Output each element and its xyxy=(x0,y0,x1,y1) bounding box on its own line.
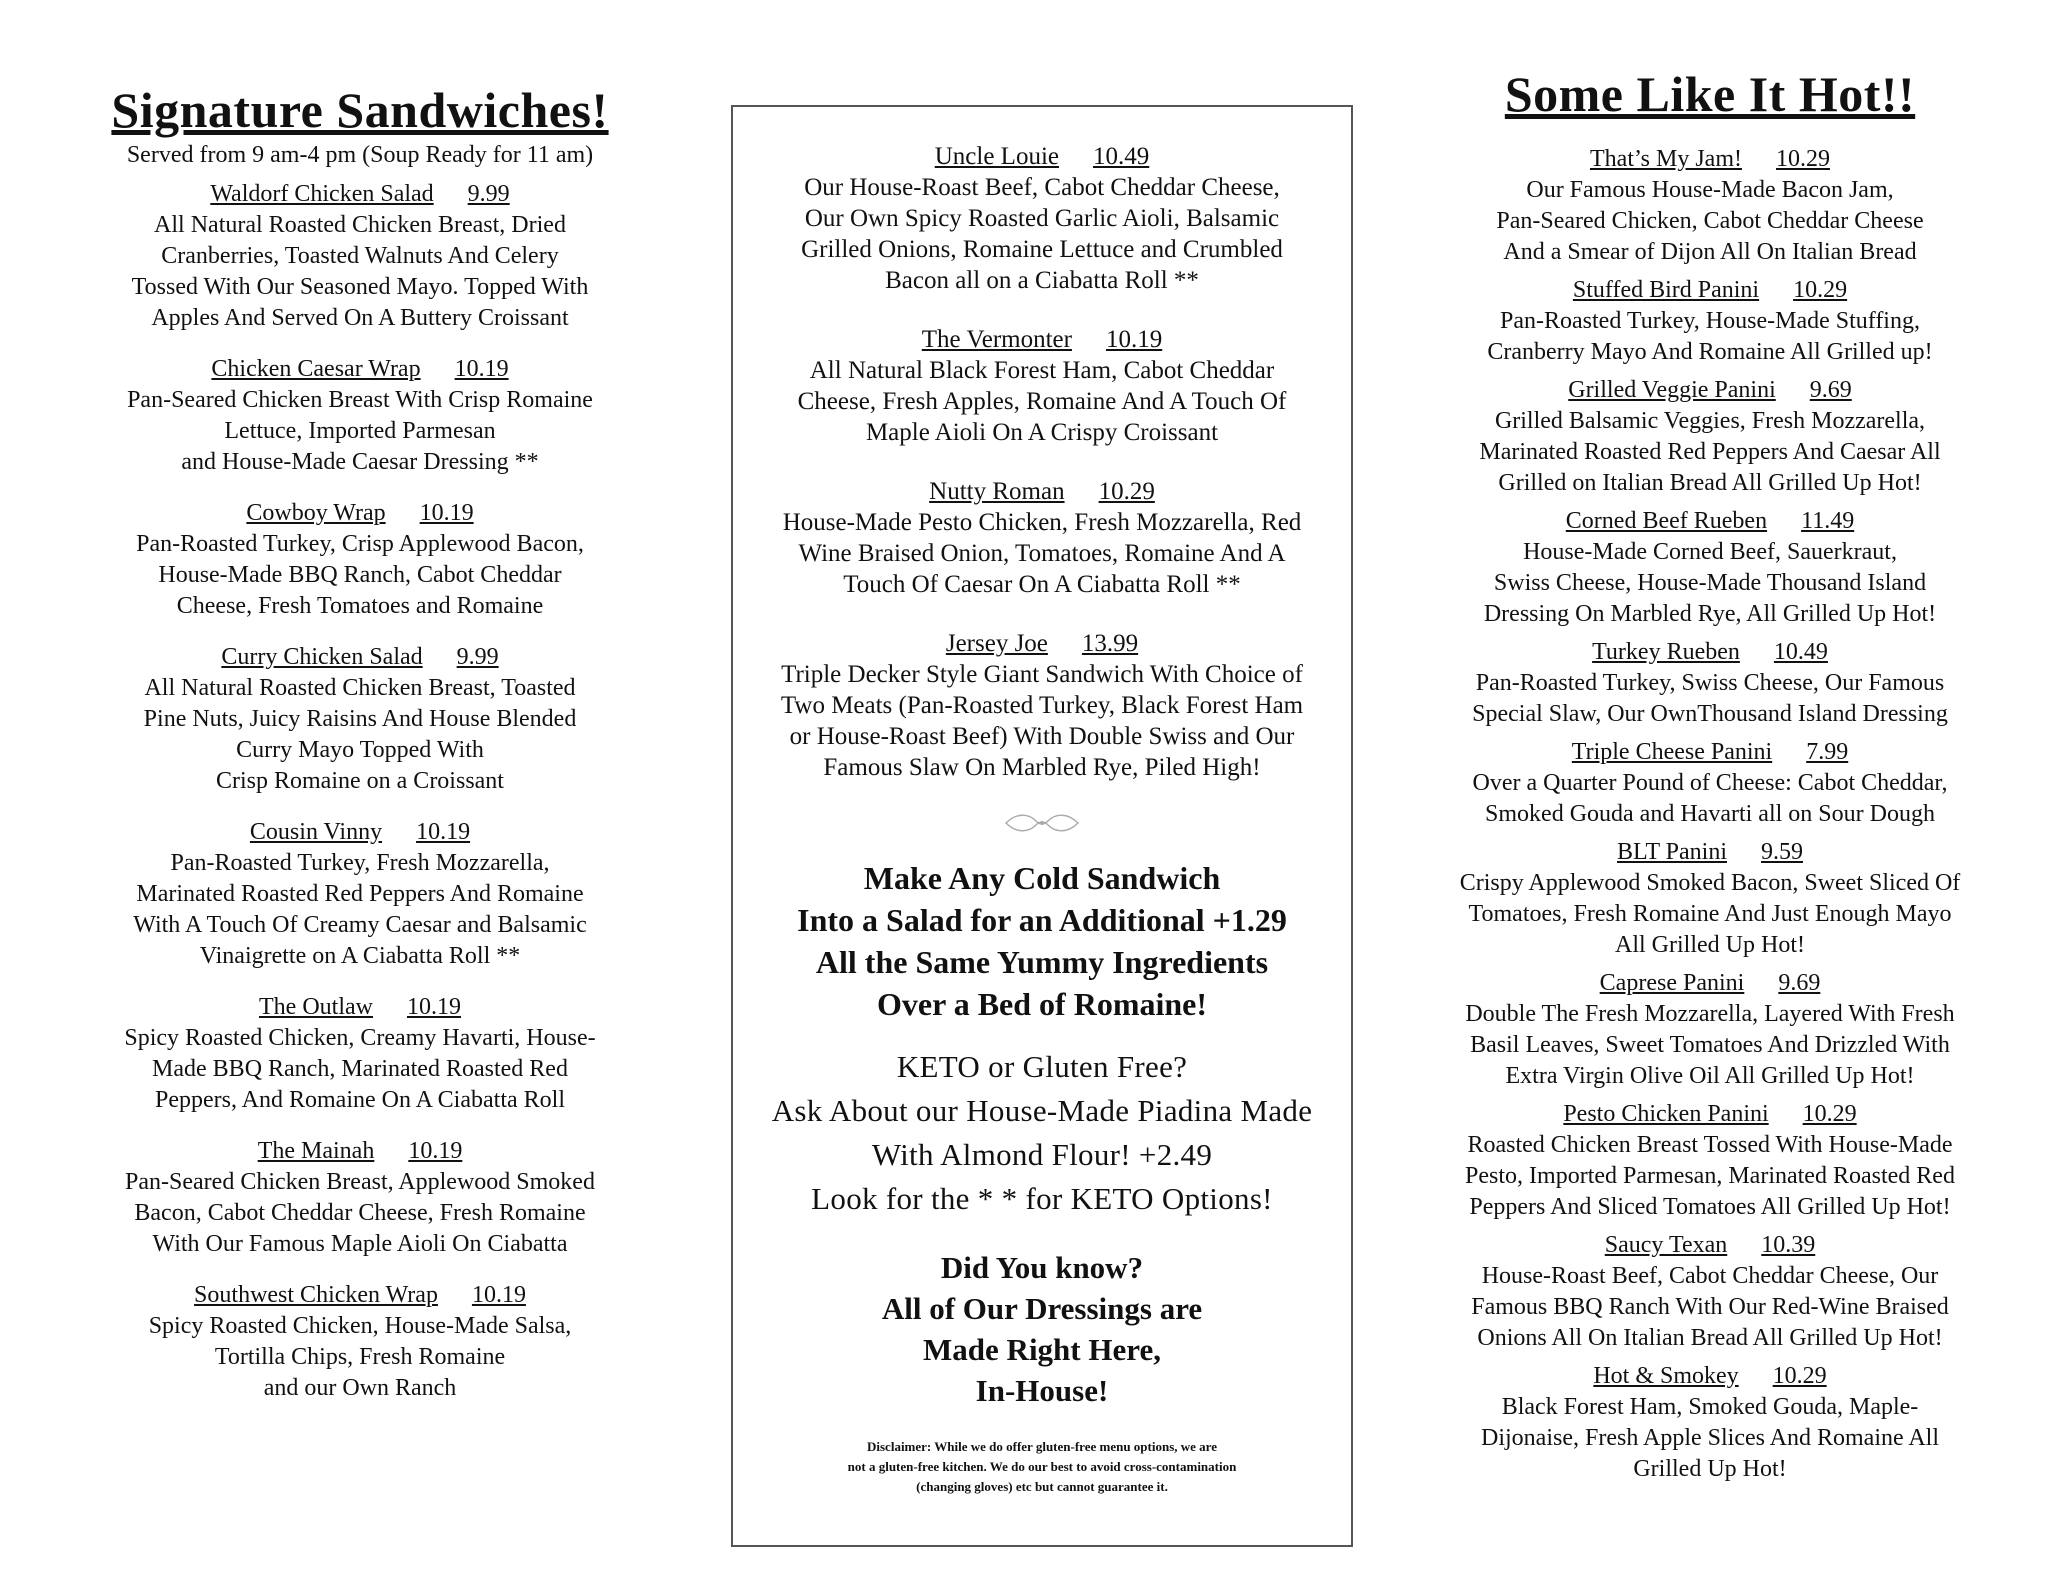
description-line: Cranberries, Toasted Walnuts And Celery xyxy=(161,242,559,269)
menu-item-price: 10.19 xyxy=(406,993,461,1020)
description-line: Our House-Roast Beef, Cabot Cheddar Cheese, xyxy=(804,174,1280,201)
menu-item-name: Waldorf Chicken Salad xyxy=(210,180,434,207)
menu-item-title xyxy=(753,141,1331,172)
description-line: Pan-Roasted Turkey, House-Made Stuffing, xyxy=(1500,307,1920,334)
description-line: House-Roast Beef, Cabot Cheddar Cheese, Our xyxy=(1481,1262,1939,1289)
menu-item-price: 10.19 xyxy=(419,499,474,526)
salad-promo-line: Over a Bed of Romaine! xyxy=(876,986,1208,1022)
description-line: Black Forest Ham, Smoked Gouda, Maple- xyxy=(1501,1393,1919,1420)
description-line: Double The Fresh Mozzarella, Layered With Fresh xyxy=(1465,1000,1955,1027)
menu-item-name: Uncle Louie xyxy=(934,143,1059,170)
menu-item xyxy=(80,1280,640,1404)
menu-item-price: 9.59 xyxy=(1761,838,1804,865)
menu-item-title xyxy=(1425,637,1995,668)
menu-item-description xyxy=(1425,175,1995,268)
menu-item-name: Stuffed Bird Panini xyxy=(1572,276,1760,303)
description-line: Swiss Cheese, House-Made Thousand Island xyxy=(1493,569,1927,596)
menu-item xyxy=(753,476,1331,600)
description-line: or House-Roast Beef) With Double Swiss and Our xyxy=(789,723,1295,750)
menu-item-description xyxy=(80,848,640,972)
menu-item-name: Saucy Texan xyxy=(1604,1231,1728,1258)
menu-item-title xyxy=(1425,968,1995,999)
description-line: Peppers And Sliced Tomatoes All Grilled Up Hot! xyxy=(1469,1193,1951,1220)
menu-item-price: 10.29 xyxy=(1098,478,1155,505)
flourish-ornament-icon xyxy=(1002,811,1082,835)
description-line: Crisp Romaine on a Croissant xyxy=(216,767,504,794)
dressings-note-line: Did You know? xyxy=(940,1250,1144,1285)
description-line: Marinated Roasted Red Peppers And Caesar All xyxy=(1479,438,1941,465)
menu-item xyxy=(1425,1361,1995,1485)
description-line: Tomatoes, Fresh Romaine And Just Enough Mayo xyxy=(1468,900,1952,927)
description-line: All Natural Roasted Chicken Breast, Toasted xyxy=(144,674,576,701)
menu-item-description xyxy=(1425,999,1995,1092)
salad-promo-line: All the Same Yummy Ingredients xyxy=(815,944,1269,980)
description-line: Cheese, Fresh Tomatoes and Romaine xyxy=(176,592,544,619)
menu-item xyxy=(80,642,640,797)
menu-item-title xyxy=(1425,837,1995,868)
description-line: Two Meats (Pan-Roasted Turkey, Black Forest Ham xyxy=(780,692,1304,719)
menu-item-description xyxy=(80,673,640,797)
menu-item xyxy=(1425,275,1995,368)
menu-item-price: 10.19 xyxy=(1105,326,1163,353)
menu-item-title xyxy=(1425,1230,1995,1261)
menu-item xyxy=(1425,506,1995,630)
menu-item-price: 10.19 xyxy=(408,1137,463,1164)
description-line: Bacon, Cabot Cheddar Cheese, Fresh Romaine xyxy=(134,1199,586,1226)
keto-note-line: Ask About our House-Made Piadina Made xyxy=(771,1093,1313,1128)
description-line: Lettuce, Imported Parmesan xyxy=(224,417,496,444)
menu-item-title xyxy=(1425,275,1995,306)
menu-item-name: BLT Panini xyxy=(1616,838,1728,865)
menu-item xyxy=(1425,144,1995,268)
menu-item-price: 10.29 xyxy=(1802,1100,1857,1127)
menu-item-name: That’s My Jam! xyxy=(1590,145,1742,172)
menu-item-description xyxy=(1425,306,1995,368)
keto-gluten-free-note xyxy=(753,1045,1331,1221)
description-line: Pan-Roasted Turkey, Swiss Cheese, Our Famous xyxy=(1475,669,1945,696)
center-sandwiches-list xyxy=(753,141,1331,783)
menu-item-name: Hot & Smokey xyxy=(1593,1362,1739,1389)
menu-item-title xyxy=(1425,1361,1995,1392)
description-line: Famous Slaw On Marbled Rye, Piled High! xyxy=(823,754,1261,781)
menu-item-description xyxy=(80,1311,640,1404)
description-line: Pan-Roasted Turkey, Fresh Mozzarella, xyxy=(170,849,550,876)
menu-item-name: Cowboy Wrap xyxy=(246,499,386,526)
menu-item-price: 10.19 xyxy=(471,1281,526,1308)
menu-item-description xyxy=(1425,406,1995,499)
salad-promo-line: Into a Salad for an Additional +1.29 xyxy=(797,902,1287,938)
menu-item xyxy=(80,1136,640,1260)
description-line: Onions All On Italian Bread All Grilled Up Hot! xyxy=(1477,1324,1943,1351)
menu-item xyxy=(1425,1230,1995,1354)
menu-item-name: The Mainah xyxy=(257,1137,375,1164)
description-line: Cheese, Fresh Apples, Romaine And A Touch Of xyxy=(797,388,1287,415)
menu-item xyxy=(1425,837,1995,961)
menu-item-description xyxy=(1425,1392,1995,1485)
signature-sandwiches-heading: Signature Sandwiches! xyxy=(111,82,609,138)
menu-item-title xyxy=(80,817,640,848)
serving-hours-note: Served from 9 am-4 pm (Soup Ready for 11 am) xyxy=(126,141,594,168)
description-line: Made BBQ Ranch, Marinated Roasted Red xyxy=(152,1055,568,1082)
description-line: Grilled on Italian Bread All Grilled Up Hot! xyxy=(1498,469,1922,496)
description-line: Triple Decker Style Giant Sandwich With Choice of xyxy=(781,661,1303,688)
menu-item-title xyxy=(80,354,640,385)
menu-item-title xyxy=(1425,375,1995,406)
description-line: And a Smear of Dijon All On Italian Bread xyxy=(1503,238,1917,265)
menu-item-name: Turkey Rueben xyxy=(1592,638,1740,665)
description-line: Tortilla Chips, Fresh Romaine xyxy=(214,1343,506,1370)
description-line: With A Touch Of Creamy Caesar and Balsamic xyxy=(133,911,587,938)
description-line: Pan-Seared Chicken Breast With Crisp Romaine xyxy=(127,386,593,413)
menu-item-description xyxy=(80,385,640,478)
menu-item-description xyxy=(1425,868,1995,961)
menu-item-title xyxy=(1425,506,1995,537)
signature-sandwiches-list xyxy=(80,179,640,1404)
description-line: Spicy Roasted Chicken, House-Made Salsa, xyxy=(148,1312,572,1339)
description-line: and House-Made Caesar Dressing ** xyxy=(181,448,539,475)
menu-item-price: 13.99 xyxy=(1081,630,1139,657)
description-line: Grilled Balsamic Veggies, Fresh Mozzarella, xyxy=(1494,407,1926,434)
menu-item-name: Pesto Chicken Panini xyxy=(1563,1100,1769,1127)
salad-promo-line: Make Any Cold Sandwich xyxy=(863,860,1221,896)
menu-item xyxy=(1425,1099,1995,1223)
description-line: Maple Aioli On A Crispy Croissant xyxy=(865,419,1219,446)
menu-item xyxy=(80,817,640,972)
menu-item-title xyxy=(80,498,640,529)
menu-item xyxy=(1425,737,1995,830)
description-line: Extra Virgin Olive Oil All Grilled Up Hot! xyxy=(1505,1062,1915,1089)
description-line: Marinated Roasted Red Peppers And Romaine xyxy=(136,880,584,907)
menu-item-name: Caprese Panini xyxy=(1599,969,1745,996)
description-line: Pine Nuts, Juicy Raisins And House Blended xyxy=(143,705,577,732)
menu-item xyxy=(1425,968,1995,1092)
menu-item-name: Southwest Chicken Wrap xyxy=(194,1281,438,1308)
description-line: Touch Of Caesar On A Ciabatta Roll ** xyxy=(843,571,1241,598)
menu-item-title xyxy=(1425,1099,1995,1130)
menu-item-description xyxy=(753,659,1331,783)
menu-item-description xyxy=(80,210,640,334)
menu-item-title xyxy=(1425,144,1995,175)
menu-item-description xyxy=(753,507,1331,600)
menu-item-name: Cousin Vinny xyxy=(249,818,383,845)
menu-item-title xyxy=(80,992,640,1023)
description-line: Pesto, Imported Parmesan, Marinated Roasted Red xyxy=(1465,1162,1955,1189)
gluten-disclaimer xyxy=(753,1437,1331,1497)
description-line: Vinaigrette on A Ciabatta Roll ** xyxy=(199,942,521,969)
menu-item-name: Corned Beef Rueben xyxy=(1565,507,1768,534)
description-line: Over a Quarter Pound of Cheese: Cabot Cheddar, xyxy=(1472,769,1948,796)
menu-item-description xyxy=(753,172,1331,296)
center-panel xyxy=(731,105,1353,1547)
menu-item-name: Nutty Roman xyxy=(929,478,1065,505)
menu-item-name: Grilled Veggie Panini xyxy=(1568,376,1776,403)
disclaimer-line: not a gluten-free kitchen. We do our best to avoid cross-contamination xyxy=(847,1459,1237,1474)
menu-item-price: 10.49 xyxy=(1093,143,1150,170)
description-line: Grilled Up Hot! xyxy=(1633,1455,1787,1482)
some-like-it-hot-heading: Some Like It Hot!! xyxy=(1504,66,1916,122)
menu-item-title xyxy=(1425,737,1995,768)
description-line: Bacon all on a Ciabatta Roll ** xyxy=(885,267,1199,294)
menu-item-title xyxy=(753,476,1331,507)
disclaimer-line: Disclaimer: While we do offer gluten-free menu options, we are xyxy=(867,1439,1217,1454)
description-line: Our Own Spicy Roasted Garlic Aioli, Balsamic xyxy=(804,205,1280,232)
description-line: Special Slaw, Our OwnThousand Island Dressing xyxy=(1472,700,1948,727)
menu-item-name: The Vermonter xyxy=(921,326,1072,353)
menu-item-name: Curry Chicken Salad xyxy=(221,643,423,670)
menu-item-description xyxy=(753,355,1331,448)
menu-item-name: Triple Cheese Panini xyxy=(1571,738,1773,765)
description-line: Spicy Roasted Chicken, Creamy Havarti, House- xyxy=(124,1024,596,1051)
menu-item-description xyxy=(1425,537,1995,630)
menu-item-price: 10.49 xyxy=(1773,638,1828,665)
menu-item xyxy=(753,628,1331,783)
menu-item-name: Jersey Joe xyxy=(945,630,1048,657)
menu-item-price: 10.29 xyxy=(1775,145,1830,172)
description-line: House-Made BBQ Ranch, Cabot Cheddar xyxy=(158,561,562,588)
menu-item-price: 9.69 xyxy=(1778,969,1821,996)
menu-item-price: 10.39 xyxy=(1761,1231,1816,1258)
description-line: Basil Leaves, Sweet Tomatoes And Drizzled With xyxy=(1470,1031,1950,1058)
menu-item-title xyxy=(80,1280,640,1311)
menu-item-price: 9.99 xyxy=(467,180,510,207)
menu-item xyxy=(80,179,640,334)
menu-item-price: 10.29 xyxy=(1793,276,1848,303)
salad-promo xyxy=(753,857,1331,1025)
keto-note-line: With Almond Flour! +2.49 xyxy=(871,1137,1213,1172)
menu-item-price: 10.29 xyxy=(1772,1362,1827,1389)
menu-item-price: 9.99 xyxy=(456,643,499,670)
description-line: Grilled Onions, Romaine Lettuce and Crumbled xyxy=(801,236,1283,263)
menu-item-name: The Outlaw xyxy=(259,993,373,1020)
keto-note-line: Look for the * * for KETO Options! xyxy=(811,1181,1273,1216)
description-line: Pan-Seared Chicken Breast, Applewood Smoked xyxy=(125,1168,595,1195)
description-line: Cranberry Mayo And Romaine All Grilled up! xyxy=(1487,338,1933,365)
description-line: House-Made Corned Beef, Sauerkraut, xyxy=(1523,538,1897,565)
hot-sandwiches-list xyxy=(1425,144,1995,1485)
dressings-note-line: In-House! xyxy=(975,1373,1109,1408)
menu-item-price: 10.19 xyxy=(416,818,471,845)
menu-item xyxy=(1425,375,1995,499)
description-line: and our Own Ranch xyxy=(263,1374,457,1401)
dressings-note-line: All of Our Dressings are xyxy=(881,1291,1203,1326)
menu-item-title xyxy=(80,1136,640,1167)
menu-item-title xyxy=(753,324,1331,355)
menu-item-price: 11.49 xyxy=(1801,507,1855,534)
menu-item xyxy=(753,141,1331,296)
keto-note-line: KETO or Gluten Free? xyxy=(896,1049,1188,1084)
description-line: Our Famous House-Made Bacon Jam, xyxy=(1526,176,1894,203)
menu-item-description xyxy=(1425,768,1995,830)
menu-item-description xyxy=(1425,1261,1995,1354)
description-line: Curry Mayo Topped With xyxy=(236,736,484,763)
menu-item-title xyxy=(80,642,640,673)
menu-item-title xyxy=(80,179,640,210)
description-line: Dijonaise, Fresh Apple Slices And Romaine All xyxy=(1481,1424,1939,1451)
signature-sandwiches-column xyxy=(80,82,640,1424)
description-line: All Grilled Up Hot! xyxy=(1615,931,1805,958)
description-line: Dressing On Marbled Rye, All Grilled Up Hot! xyxy=(1483,600,1937,627)
hot-sandwiches-column xyxy=(1425,66,1995,1492)
menu-item-description xyxy=(1425,1130,1995,1223)
menu-item-name: Chicken Caesar Wrap xyxy=(211,355,421,382)
description-line: Roasted Chicken Breast Tossed With House-Made xyxy=(1467,1131,1953,1158)
description-line: Pan-Roasted Turkey, Crisp Applewood Bacon, xyxy=(136,530,584,557)
menu-item-title xyxy=(753,628,1331,659)
menu-item-price: 7.99 xyxy=(1806,738,1849,765)
menu-item xyxy=(1425,637,1995,730)
menu-item xyxy=(80,992,640,1116)
description-line: Pan-Seared Chicken, Cabot Cheddar Cheese xyxy=(1496,207,1924,234)
menu-item-description xyxy=(80,529,640,622)
description-line: All Natural Black Forest Ham, Cabot Cheddar xyxy=(809,357,1275,384)
dressings-note-line: Made Right Here, xyxy=(923,1332,1161,1367)
dressings-note xyxy=(753,1247,1331,1411)
description-line: House-Made Pesto Chicken, Fresh Mozzarella, Red xyxy=(782,509,1302,536)
menu-item-description xyxy=(80,1023,640,1116)
description-line: All Natural Roasted Chicken Breast, Dried xyxy=(154,211,566,238)
menu-item xyxy=(80,354,640,478)
menu-item-description xyxy=(80,1167,640,1260)
menu-item xyxy=(753,324,1331,448)
menu-item-price: 9.69 xyxy=(1809,376,1852,403)
description-line: Crispy Applewood Smoked Bacon, Sweet Sliced Of xyxy=(1459,869,1961,896)
description-line: Apples And Served On A Buttery Croissant xyxy=(151,304,569,331)
menu-item-price: 10.19 xyxy=(454,355,509,382)
description-line: Famous BBQ Ranch With Our Red-Wine Braised xyxy=(1471,1293,1949,1320)
description-line: Tossed With Our Seasoned Mayo. Topped With xyxy=(131,273,589,300)
description-line: Peppers, And Romaine On A Ciabatta Roll xyxy=(155,1086,565,1113)
description-line: With Our Famous Maple Aioli On Ciabatta xyxy=(152,1230,568,1257)
menu-item xyxy=(80,498,640,622)
description-line: Wine Braised Onion, Tomatoes, Romaine And A xyxy=(798,540,1286,567)
menu-item-description xyxy=(1425,668,1995,730)
description-line: Smoked Gouda and Havarti all on Sour Dough xyxy=(1485,800,1935,827)
disclaimer-line: (changing gloves) etc but cannot guarantee it. xyxy=(916,1479,1168,1494)
